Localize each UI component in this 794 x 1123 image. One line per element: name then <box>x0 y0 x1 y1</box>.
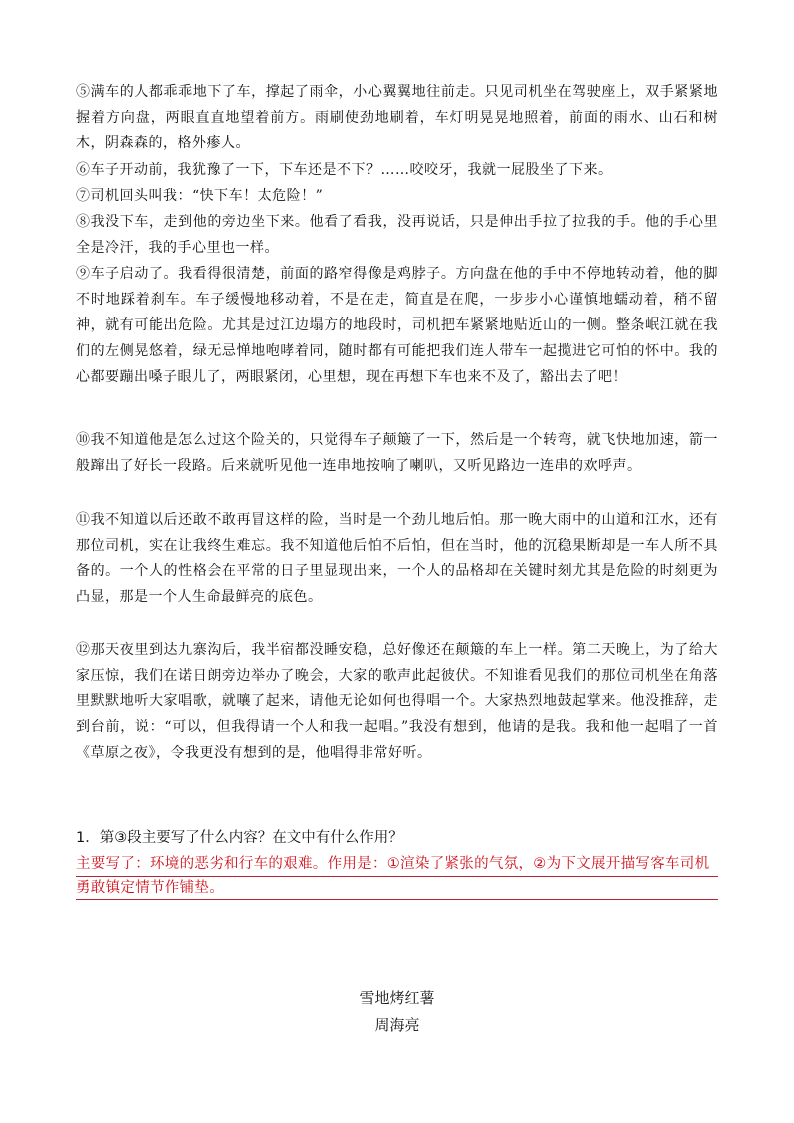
paragraph-12: ⑫那天夜里到达九寨沟后，我半宿都没睡安稳，总好像还在颠簸的车上一样。第二天晚上，为了给大家压惊，我们在诺日朗旁边举办了晚会，大家的歌声此起彼伏。不知谁看见我们的那位司机坐在角落里默默地听大家唱歌，就嚷了起来，请他无论如何也得唱一个。大家热烈地鼓起掌来。他没推辞，走到台前，说：“可以，但我得请一个人和我一起唱。”我没有想到，他请的是我。我和他一起唱了一首《草原之夜》，令我更没有想到的是，他唱得非常好听。 <box>76 642 718 761</box>
article-author: 周海亮 <box>374 1016 420 1034</box>
paragraph-6: ⑥车子开动前，我犹豫了一下，下车还是不下？……咬咬牙，我就一屁股坐了下来。 <box>76 162 613 178</box>
paragraph-7: ⑦司机回头叫我：“快下车！太危险！” <box>76 188 324 204</box>
paragraph-11: ⑪我不知道以后还敢不敢再冒这样的险，当时是一个劲儿地后怕。那一晚大雨中的山道和江水，还有那位司机，实在让我终生难忘。我不知道他后怕不后怕，但在当时，他的沉稳果断却是一车人所不具备的。一个人的性格会在平常的日子里显现出来，一个人的品格却在关键时刻尤其是危险的时刻更为凸显，那是一个人生命最鲜亮的底色。 <box>76 512 718 606</box>
paragraph-10: ⑩我不知道他是怎么过这个险关的，只觉得车子颠簸了一下，然后是一个转弯，就飞快地加速，箭一般蹿出了好长一段路。后来就听见他一连串地按响了喇叭，又听见路边一连串的欢呼声。 <box>76 432 718 474</box>
paragraph-9: ⑨车子启动了。我看得很清楚，前面的路窄得像是鸡脖子。方向盘在他的手中不停地转动着，他的脚不时地踩着刹车。车子缓慢地移动着，不是在走，简直是在爬，一步步小心谨慎地蠕动着，稍不留神，就有可能出危险。尤其是过江边塌方的地段时，司机把车紧紧地贴近山的一侧。整条岷江就在我们的左侧晃悠着，绿无忌惮地咆哮着同，随时都有可能把我们连人带车一起揽进它可怕的怀中。我的心都要蹦出嗓子眼儿了，两眼紧闭，心里想，现在再想下车也来不及了，豁出去了吧！ <box>76 266 718 385</box>
question-text: 1．第③段主要写了什么内容？在文中有什么作用？ <box>76 830 403 846</box>
answer-underline-2 <box>76 899 718 900</box>
answer-underline-1 <box>76 876 718 877</box>
answer-text: 主要写了：环境的恶劣和行车的艰难。作用是：①渲染了紧张的气氛，②为下文展开描写客车司机勇敢镇定情节作铺垫。 <box>76 856 710 896</box>
paragraph-5: ⑤满车的人都乖乖地下了车，撑起了雨伞，小心翼翼地往前走。只见司机坐在驾驶座上，双手紧紧地握着方向盘，两眼直直地望着前方。雨刷使劲地刷着，车灯明晃晃地照着，前面的雨水、山石和树木，阴森森的，格外瘆人。 <box>76 84 718 152</box>
paragraph-8: ⑧我没下车，走到他的旁边坐下来。他看了看我，没再说话，只是伸出手拉了拉我的手。他的手心里全是冷汗，我的手心里也一样。 <box>76 214 718 256</box>
article-title: 雪地烤红薯 <box>359 989 435 1007</box>
